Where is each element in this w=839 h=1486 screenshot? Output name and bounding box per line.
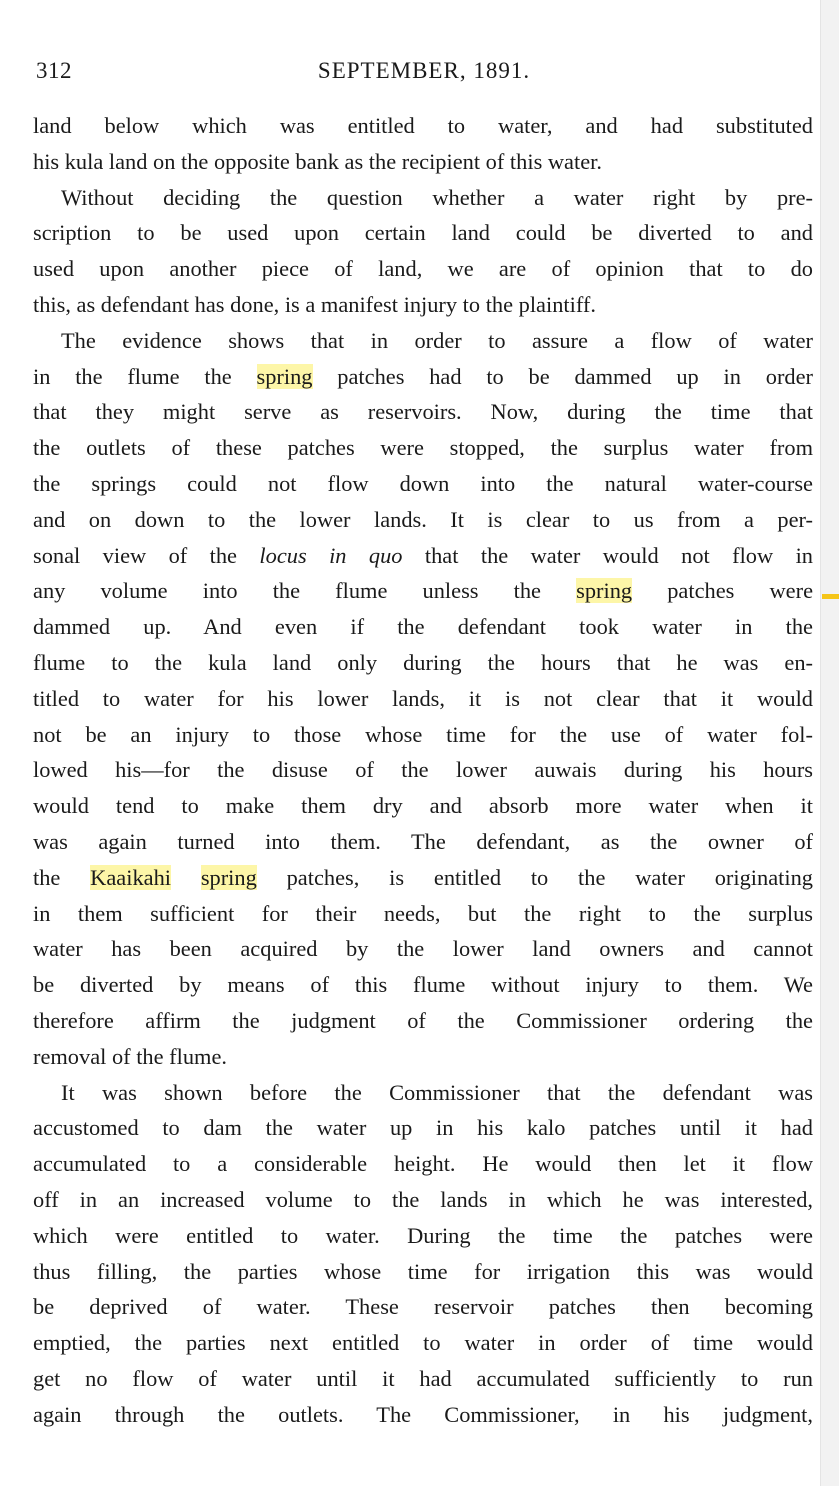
line-text: The evidence shows that in order to assure a flow of water bbox=[61, 327, 813, 353]
search-result-marker[interactable] bbox=[822, 594, 839, 599]
text-line bbox=[33, 573, 813, 609]
line-text: patches had to be dammed up in order bbox=[312, 363, 813, 389]
italic-phrase: locus in quo bbox=[259, 542, 403, 568]
text-line bbox=[33, 538, 813, 574]
text-line bbox=[33, 394, 813, 430]
text-line: off in an increased volume to the lands in which he was interested, bbox=[33, 1186, 813, 1212]
text-line: again through the outlets. The Commissioner, in his judgment, bbox=[33, 1401, 813, 1427]
text-line: scription to be used upon certain land could be diverted to and bbox=[33, 220, 813, 246]
line-text: in them sufficient for their needs, but the right to the surplus bbox=[33, 900, 813, 926]
text-line bbox=[33, 967, 813, 1003]
text-line: thus filling, the parties whose time for irrigation this was would bbox=[33, 1258, 813, 1284]
text-line: Without deciding the question whether a water right by pre- bbox=[61, 184, 813, 210]
text-line bbox=[33, 323, 813, 359]
page-header bbox=[36, 58, 812, 90]
text-line bbox=[33, 931, 813, 967]
text-line bbox=[33, 502, 813, 538]
line-text bbox=[171, 865, 201, 890]
text-line bbox=[33, 359, 813, 395]
text-line: emptied, the parties next entitled to water in order of time would bbox=[33, 1330, 813, 1356]
text-line bbox=[33, 824, 813, 860]
text-line bbox=[33, 645, 813, 681]
line-text: removal of the flume. bbox=[33, 1043, 227, 1069]
text-line bbox=[33, 466, 813, 502]
line-text: dammed up. And even if the defendant took water in the bbox=[33, 614, 813, 640]
search-highlight: spring bbox=[256, 363, 313, 389]
scrollbar-track[interactable] bbox=[820, 0, 839, 1486]
line-text: titled to water for his lower lands, it is not clear that it would bbox=[33, 685, 813, 711]
body-text bbox=[33, 108, 813, 1432]
search-highlight: spring bbox=[576, 578, 633, 604]
running-title: SEPTEMBER, 1891. bbox=[317, 58, 531, 83]
text-line bbox=[33, 717, 813, 753]
text-line bbox=[33, 1039, 813, 1075]
text-line bbox=[33, 752, 813, 788]
line-text: would tend to make them dry and absorb more water when it bbox=[33, 793, 813, 819]
line-text: in the flume the bbox=[33, 363, 257, 389]
text-line: used upon another piece of land, we are of opinion that to do bbox=[33, 256, 813, 282]
text-line: which were entitled to water. During the time the patches were bbox=[33, 1222, 813, 1248]
line-text: not be an injury to those whose time for the use of water fol- bbox=[33, 721, 813, 747]
line-text: and on down to the lower lands. It is clear to us from a per- bbox=[33, 506, 813, 532]
line-text: the outlets of these patches were stopped, the surplus water from bbox=[33, 435, 813, 461]
text-line bbox=[33, 896, 813, 932]
line-text: therefore affirm the judgment of the Commissioner ordering the bbox=[33, 1007, 813, 1033]
text-line: his kula land on the opposite bank as the recipient of this water. bbox=[33, 148, 602, 174]
text-line: accustomed to dam the water up in his kalo patches until it had bbox=[33, 1115, 813, 1141]
text-line: It was shown before the Commissioner that the defendant was bbox=[61, 1079, 813, 1105]
line-text: be diverted by means of this flume without injury to them. We bbox=[33, 972, 813, 998]
text-line bbox=[33, 681, 813, 717]
line-text: the springs could not flow down into the natural water-course bbox=[33, 470, 813, 496]
text-line: be deprived of water. These reservoir patches then becoming bbox=[33, 1294, 813, 1320]
text-line bbox=[33, 788, 813, 824]
line-text: that they might serve as reservoirs. Now, during the time that bbox=[33, 399, 813, 425]
text-line: this, as defendant has done, is a manifest injury to the plaintiff. bbox=[33, 291, 596, 317]
line-text: the bbox=[33, 864, 91, 890]
line-text: lowed his—for the disuse of the lower auwais during his hours bbox=[33, 757, 813, 783]
page-number: 312 bbox=[36, 58, 72, 83]
line-text: that the water would not flow in bbox=[402, 542, 813, 568]
line-text: sonal view of the bbox=[33, 542, 260, 568]
text-line bbox=[33, 860, 813, 896]
line-text: patches were bbox=[632, 578, 814, 604]
text-line: get no flow of water until it had accumulated sufficiently to run bbox=[33, 1365, 813, 1391]
text-line: land below which was entitled to water, and had substituted bbox=[33, 113, 813, 138]
text-line bbox=[33, 609, 813, 645]
text-line bbox=[33, 430, 813, 466]
line-text: water has been acquired by the lower land owners and cannot bbox=[33, 936, 813, 962]
line-text: patches, is entitled to the water originating bbox=[256, 864, 813, 890]
text-line: accumulated to a considerable height. He would then let it flow bbox=[33, 1151, 813, 1177]
search-highlight: spring bbox=[200, 864, 257, 890]
line-text: was again turned into them. The defendant, as the owner of bbox=[33, 828, 813, 854]
line-text: any volume into the flume unless the bbox=[33, 578, 577, 604]
line-text: flume to the kula land only during the hours that he was en- bbox=[33, 649, 813, 675]
text-line bbox=[33, 1003, 813, 1039]
search-highlight: Kaaikahi bbox=[90, 864, 171, 890]
